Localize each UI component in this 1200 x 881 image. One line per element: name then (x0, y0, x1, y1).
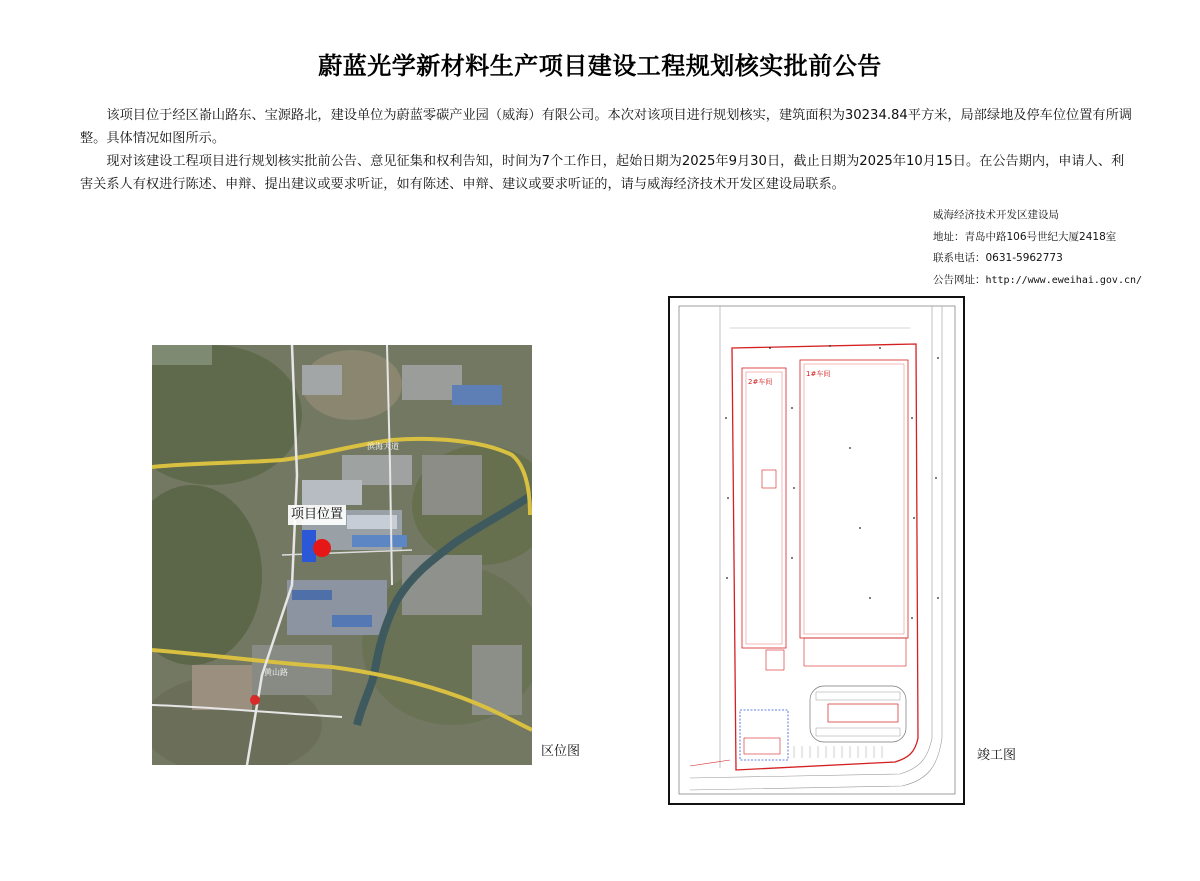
road-label-binhai: 滨海大道 (367, 442, 399, 451)
contact-website-link[interactable]: http://www.eweihai.gov.cn/ (985, 274, 1143, 286)
location-map-satellite (152, 345, 532, 765)
site-plan-drawing (668, 296, 965, 805)
project-location-label: 项目位置 (288, 505, 346, 525)
site-plan-svg (670, 298, 963, 803)
contact-block (933, 205, 1142, 291)
location-map-caption: 区位图 (541, 744, 581, 759)
contact-address: 地址：青岛中路106号世纪大厦2418室 (933, 230, 1117, 243)
paragraph-project-description: 该项目位于经区嵛山路东、宝源路北，建设单位为蔚蓝零碳产业园（威海）有限公司。本次对该项目进行规划核实，建筑面积为30234.84平方米，局部绿地及停车位位置有所调整。具体情况如图所示。 (80, 108, 1132, 146)
building-1-label: 1#车间 (806, 370, 831, 378)
contact-phone: 联系电话：0631-5962773 (933, 252, 1063, 264)
site-plan-caption: 竣工图 (977, 748, 1017, 763)
contact-org: 威海经济技术开发区建设局 (933, 209, 1059, 221)
paragraph-notice-period: 现对该建设工程项目进行规划核实批前公告、意见征集和权利告知，时间为7个工作日，起始日期为2025年9月30日，截止日期为2025年10月15日。在公告期内，申请人、利害关系人有权进行陈述、申辩、提出建议或要求听证，如有陈述、申辩、建议或要求听证的，请与威海经济技术开发区建设局联系。 (80, 154, 1125, 192)
location-marker (313, 539, 331, 557)
town-marker-icon (250, 695, 260, 705)
contact-website-label: 公告网址： (933, 273, 986, 286)
satellite-image (152, 345, 532, 765)
contact-website-row (933, 270, 1142, 292)
building-2-label: 2#车间 (748, 378, 773, 386)
page-title: 蔚蓝光学新材料生产项目建设工程规划核实批前公告 (318, 52, 882, 80)
road-label-huangshan: 黄山路 (264, 668, 288, 677)
